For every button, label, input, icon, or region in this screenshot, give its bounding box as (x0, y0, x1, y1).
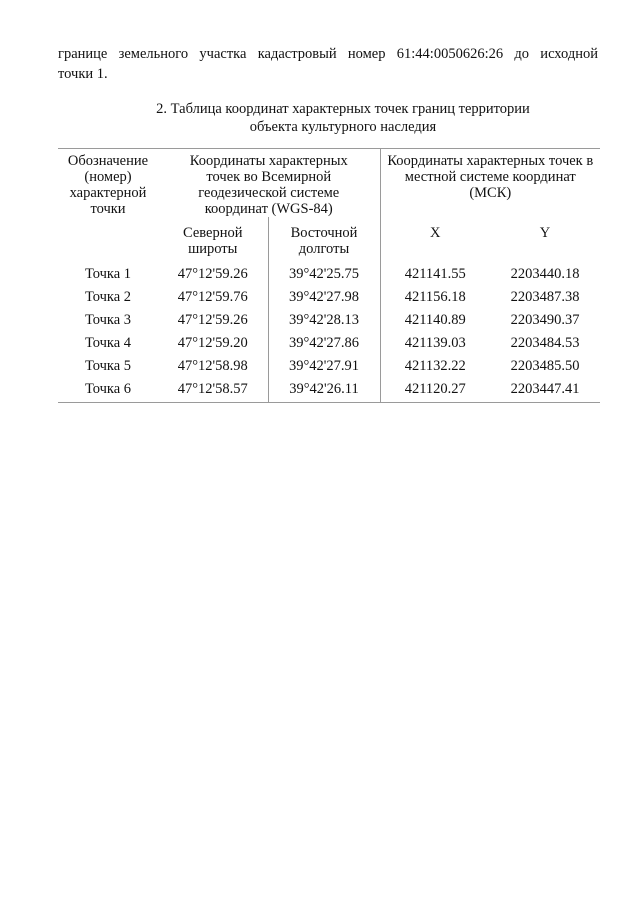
y-header: Y (539, 225, 551, 241)
latitude-cell: 47°12'59.26 (158, 257, 268, 286)
intro-paragraph (58, 44, 598, 84)
x-cell: 421141.55 (404, 266, 466, 282)
x-cell: 421120.27 (380, 378, 490, 403)
y-cell: 2203447.41 (490, 378, 600, 403)
wgs-header: Координаты характерных точек во Всемирной геодезической системе координат (WGS-84) (158, 149, 380, 218)
longitude-header: Восточной долготы (268, 217, 380, 257)
latitude-cell: 47°12'58.98 (158, 355, 268, 378)
point-cell: Точка 6 (58, 378, 158, 403)
intro-line: точки 1. (58, 66, 108, 82)
table-heading (58, 100, 628, 136)
x-cell: 421156.18 (404, 289, 466, 305)
table-row (58, 309, 600, 332)
coordinates-table (58, 148, 600, 403)
y-cell: 2203440.18 (510, 266, 580, 282)
x-cell: 421140.89 (404, 312, 466, 328)
x-cell: 421132.22 (404, 358, 466, 374)
longitude-cell: 39°42'25.75 (268, 257, 380, 286)
table-row (58, 332, 600, 355)
point-cell: Точка 3 (84, 312, 132, 328)
table-row (58, 378, 600, 403)
intro-line: границе земельного участка кадастровый номер 61:44:0050626:26 до исходной (58, 46, 598, 62)
x-cell: 421139.03 (404, 335, 466, 351)
point-cell: Точка 1 (84, 266, 132, 282)
point-cell: Точка 2 (84, 289, 132, 305)
table-row (58, 257, 600, 286)
y-cell: 2203485.50 (510, 358, 580, 374)
latitude-cell: 47°12'58.57 (158, 378, 268, 403)
longitude-cell: 39°42'26.11 (268, 378, 380, 403)
msk-header: Координаты характерных точек в местной системе координат (МСК) (380, 149, 600, 218)
point-cell: Точка 4 (84, 335, 132, 351)
latitude-cell: 47°12'59.76 (158, 286, 268, 309)
y-cell: 2203484.53 (510, 335, 580, 351)
y-cell: 2203487.38 (510, 289, 580, 305)
latitude-cell: 47°12'59.26 (158, 309, 268, 332)
table-row (58, 286, 600, 309)
empty-subheader (58, 217, 158, 257)
longitude-cell: 39°42'28.13 (268, 309, 380, 332)
point-cell: Точка 5 (84, 358, 132, 374)
longitude-cell: 39°42'27.91 (268, 355, 380, 378)
table-header-row (58, 149, 600, 218)
heading-line: объекта культурного наследия (249, 119, 437, 135)
longitude-cell: 39°42'27.86 (268, 332, 380, 355)
heading-line: 2. Таблица координат характерных точек границ территории (156, 101, 530, 117)
longitude-cell: 39°42'27.98 (268, 286, 380, 309)
y-cell: 2203490.37 (510, 312, 580, 328)
latitude-cell: 47°12'59.20 (158, 332, 268, 355)
latitude-header: Северной широты (158, 217, 268, 257)
x-header: X (430, 225, 441, 241)
table-subheader-row (58, 217, 600, 257)
table-row (58, 355, 600, 378)
designation-header: Обозначение (номер) характерной точки (58, 149, 158, 218)
